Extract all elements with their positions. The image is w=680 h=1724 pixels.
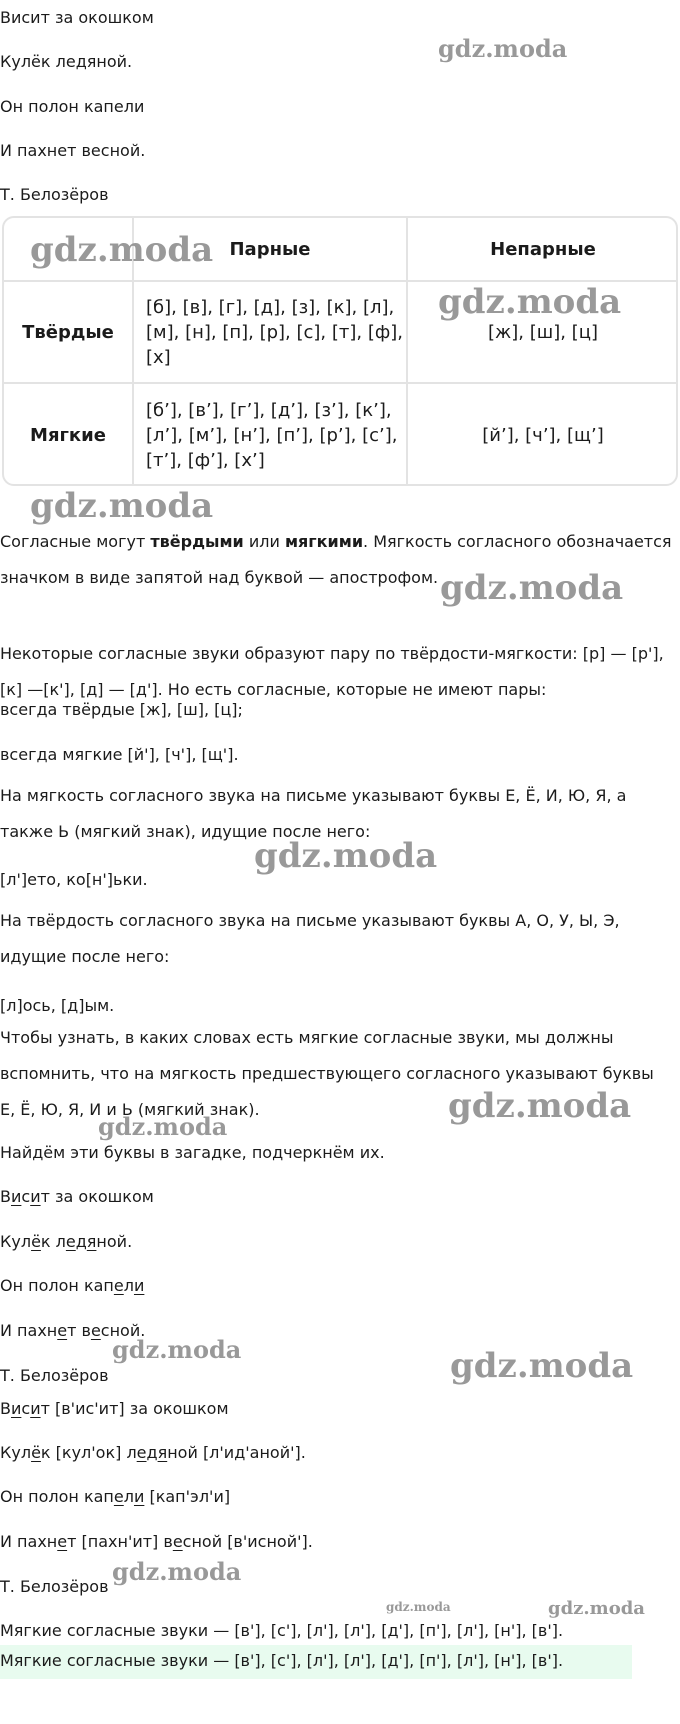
watermark: gdz.moda (112, 1335, 242, 1364)
soft-paired-line: [т’], [ф’], [х’] (146, 449, 265, 471)
theory-paragraph: Найдём эти буквы в загадке, подчеркнём их. (0, 1143, 385, 1162)
transcribed-line-1: Висит [в'ис'ит] за окошком (0, 1399, 229, 1418)
watermark: gdz.moda (30, 230, 214, 270)
bold-term: твёрдыми (150, 532, 244, 551)
transcribed-line-3: Он полон капели [кап'эл'и] (0, 1487, 231, 1506)
hard-paired-cell (146, 282, 406, 382)
poem-author: Т. Белозёров (0, 185, 109, 204)
marked-line-3: Он полон капели (0, 1276, 145, 1295)
row-label-soft: Мягкие (30, 424, 106, 446)
transcribed-line-4: И пахнет [пахн'ит] весной [в'исной']. (0, 1532, 313, 1551)
theory-paragraph: Согласные могут твёрдыми или мягкими. Мягкость согласного обозначается значком в виде запятой над буквой — апострофом. (0, 532, 672, 587)
row-label-hard: Твёрдые (22, 321, 114, 343)
watermark: gdz.moda (112, 1557, 242, 1586)
marked-line-2: Кулёк ледяной. (0, 1232, 133, 1251)
theory-paragraph: всегда твёрдые [ж], [ш], [ц]; (0, 700, 243, 719)
theory-example: [л']ето, ко[н']ьки. (0, 870, 148, 889)
theory-paragraph: На твёрдость согласного звука на письме указывают буквы А, О, У, Ы, Э, идущие после него: (0, 911, 620, 966)
marked-line-4: И пахнет весной. (0, 1321, 146, 1340)
watermark: gdz.moda (438, 282, 622, 322)
header-unpaired: Непарные (490, 238, 596, 260)
poem-line-1: Висит за окошком (0, 8, 154, 27)
result-line: Мягкие согласные звуки — [в'], [с'], [л'], [л'], [д'], [п'], [л'], [н'], [в']. (0, 1621, 564, 1640)
theory-paragraph: Чтобы узнать, в каких словах есть мягкие согласные звуки, мы должны вспомнить, что на мягкость предшествующего согласного указывают буквы Е, Ё, Ю, Я, И и Ь (мягкий знак). (0, 1028, 654, 1119)
watermark: gdz.moda (450, 1346, 634, 1386)
watermark: gdz.moda (98, 1112, 228, 1141)
watermark: gdz.moda (448, 1086, 632, 1126)
soft-unpaired-cell: [й’], [ч’], [щ’] (482, 424, 604, 446)
soft-paired-cell (146, 384, 406, 486)
hard-paired-line: [х] (146, 346, 171, 368)
watermark: gdz.moda (548, 1598, 645, 1619)
theory-example: [л]ось, [д]ым. (0, 996, 115, 1015)
marked-line-1: Висит за окошком (0, 1187, 154, 1206)
poem-line-3: Он полон капели (0, 97, 145, 116)
poem-line-4: И пахнет весной. (0, 141, 146, 160)
hard-paired-line: [б], [в], [г], [д], [з], [к], [л], (146, 296, 395, 318)
watermark: gdz.moda (440, 568, 624, 608)
theory-paragraph: всегда мягкие [й'], [ч'], [щ']. (0, 745, 239, 764)
poem-line-2: Кулёк ледяной. (0, 52, 133, 71)
theory-paragraph: Некоторые согласные звуки образуют пару по твёрдости-мягкости: [р] — [р'], [к] —[к'], [д] — [д']. Но есть согласные, которые не имеют пары: (0, 644, 664, 699)
bold-term: мягкими (284, 532, 364, 551)
soft-paired-line: [л’], [м’], [н’], [п’], [р’], [с’], (146, 424, 398, 446)
watermark: gdz.moda (30, 486, 214, 526)
transcribed-author: Т. Белозёров (0, 1577, 109, 1596)
soft-paired-line: [б’], [в’], [г’], [д’], [з’], [к’], (146, 399, 392, 421)
theory-paragraph: На мягкость согласного звука на письме указывают буквы Е, Ё, И, Ю, Я, а также Ь (мягкий знак), идущие после него: (0, 786, 627, 841)
hard-paired-line: [м], [н], [п], [р], [с], [т], [ф], (146, 321, 404, 343)
hard-unpaired-cell: [ж], [ш], [ц] (488, 321, 598, 343)
marked-author: Т. Белозёров (0, 1366, 109, 1385)
watermark: gdz.moda (386, 1600, 451, 1614)
answer-line: Мягкие согласные звуки — [в'], [с'], [л'], [л'], [д'], [п'], [л'], [н'], [в']. (0, 1651, 564, 1670)
transcribed-line-2: Кулёк [кул'ок] ледяной [л'ид'аной']. (0, 1443, 306, 1462)
watermark: gdz.moda (438, 34, 568, 63)
watermark: gdz.moda (254, 836, 438, 876)
header-paired: Парные (229, 238, 311, 260)
